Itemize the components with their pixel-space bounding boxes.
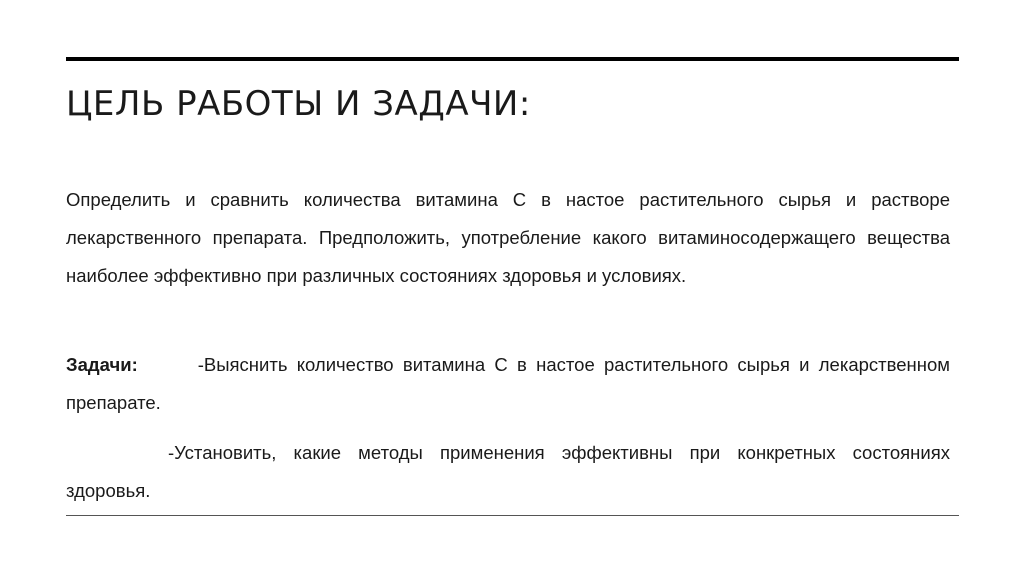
tasks-paragraph xyxy=(66,346,950,422)
task-1-line xyxy=(66,346,950,422)
task-2-text: -Установить, какие методы применения эффективны при конкретных состояниях здоровья. xyxy=(66,442,950,501)
slide-title: ЦЕЛЬ РАБОТЫ И ЗАДАЧИ: xyxy=(66,84,531,124)
top-divider xyxy=(66,57,959,61)
bottom-divider xyxy=(66,515,959,516)
task-1-text: -Выяснить количество витамина С в настое растительного сырья и лекарственном препарате. xyxy=(66,354,950,413)
tasks-label: Задачи: xyxy=(66,354,138,375)
task-2-line xyxy=(66,434,950,510)
goal-paragraph xyxy=(66,181,950,295)
task-2-paragraph xyxy=(66,434,950,510)
goal-text: Определить и сравнить количества витамина С в настое растительного сырья и растворе лекарственного препарата. Предположить, употребление какого витаминосодержащего вещества наиболее эффективно при различных состояниях здоровья и условиях. xyxy=(66,189,950,286)
